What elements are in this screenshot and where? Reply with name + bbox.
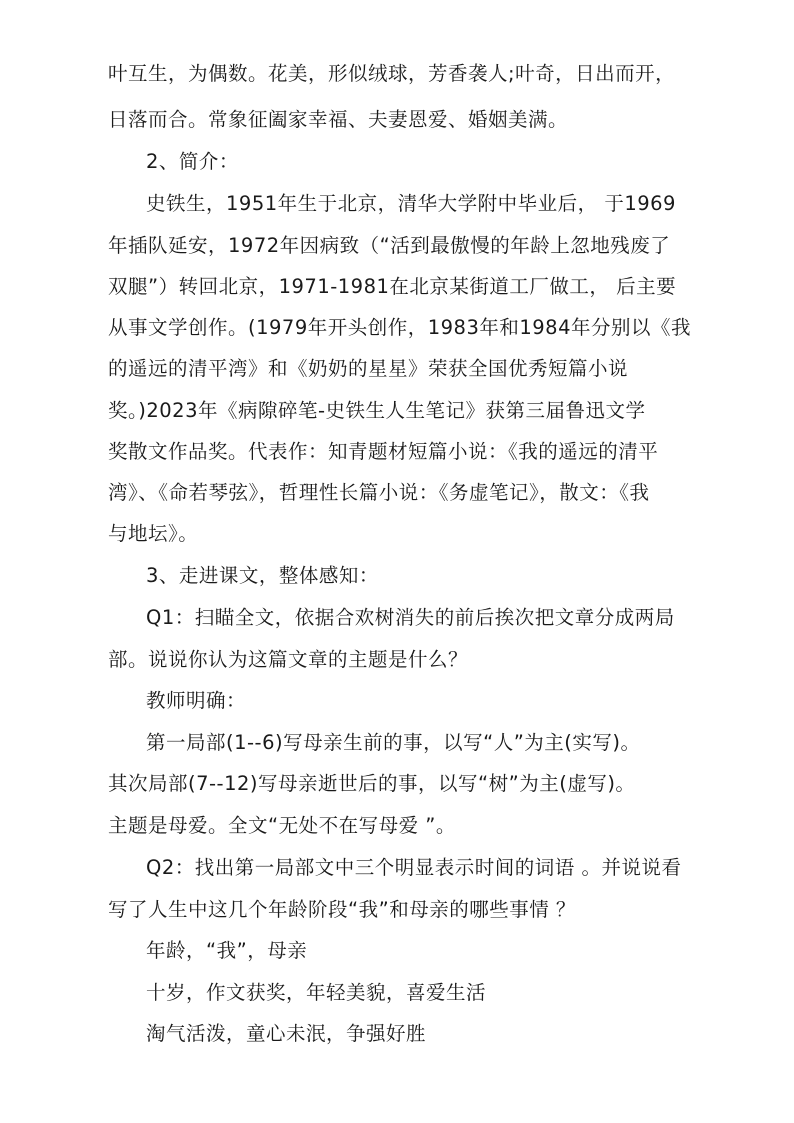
text-line-4: 史铁生，1951年生于北京，清华大学附中毕业后， 于1969 [146,192,676,215]
table-row-line-1: 十岁，作文获奖，年轻美貌，喜爱生活 [146,981,487,1004]
text-line-11: 湾》、《命若琴弦》，哲理性长篇小说：《务虚笔记》，散文：《我 [108,481,650,504]
text-line-5: 年插队延安，1972年因病致（“活到最傲慢的年龄上忽地残废了 [108,234,671,257]
section-heading-intro: 2、简介： [146,150,239,173]
text-line-17: 第一局部(1--6)写母亲生前的事，以写“人”为主(实写)。 [146,731,641,754]
question-q2-line-1: Q2：找出第一局部文中三个明显表示时间的词语 。并说说看 [146,856,682,879]
question-q2-line-2: 写了人生中这几个年龄阶段“我”和母亲的哪些事情 ？ [108,898,576,921]
table-row-line-2: 淘气活泼，童心未泯，争强好胜 [146,1022,427,1045]
question-q1-line-1: Q1：扫瞄全文，依据合欢树消失的前后挨次把文章分成两局 [146,606,675,629]
table-header-line: 年龄，“我”，母亲 [146,939,308,962]
text-line-10: 奖散文作品奖。代表作：知青题材短篇小说：《我的遥远的清平 [108,440,659,463]
text-line-19: 主题是母爱。全文“无处不在写母爱 ”。 [108,814,456,837]
section-heading-overview: 3、走进课文，整体感知： [146,564,379,587]
teacher-note-label: 教师明确： [146,689,247,712]
text-line-1: 叶互生，为偶数。花美，形似绒球，芳香袭人;叶奇，日出而开， [108,62,676,85]
text-line-8: 的遥远的清平湾》和《奶奶的星星》荣获全国优秀短篇小说 [108,357,629,380]
text-line-9: 奖。)2023年《病隙碎笔-史铁生人生笔记》获第三届鲁迅文学 [108,399,646,422]
text-line-2: 日落而合。常象征阖家幸福、夫妻恩爱、婚姻美满。 [108,108,569,131]
text-line-12: 与地坛》。 [108,522,199,545]
question-q1-line-2: 部。说说你认为这篇文章的主题是什么？ [108,648,469,671]
text-line-6: 双腿”）转回北京，1971-1981在北京某街道工厂做工， 后主要 [108,275,677,298]
text-line-18: 其次局部(7--12)写母亲逝世后的事，以写“树”为主(虚写)。 [108,772,636,795]
text-line-7: 从事文学创作。(1979年开头创作，1983年和1984年分别以《我 [108,316,691,339]
